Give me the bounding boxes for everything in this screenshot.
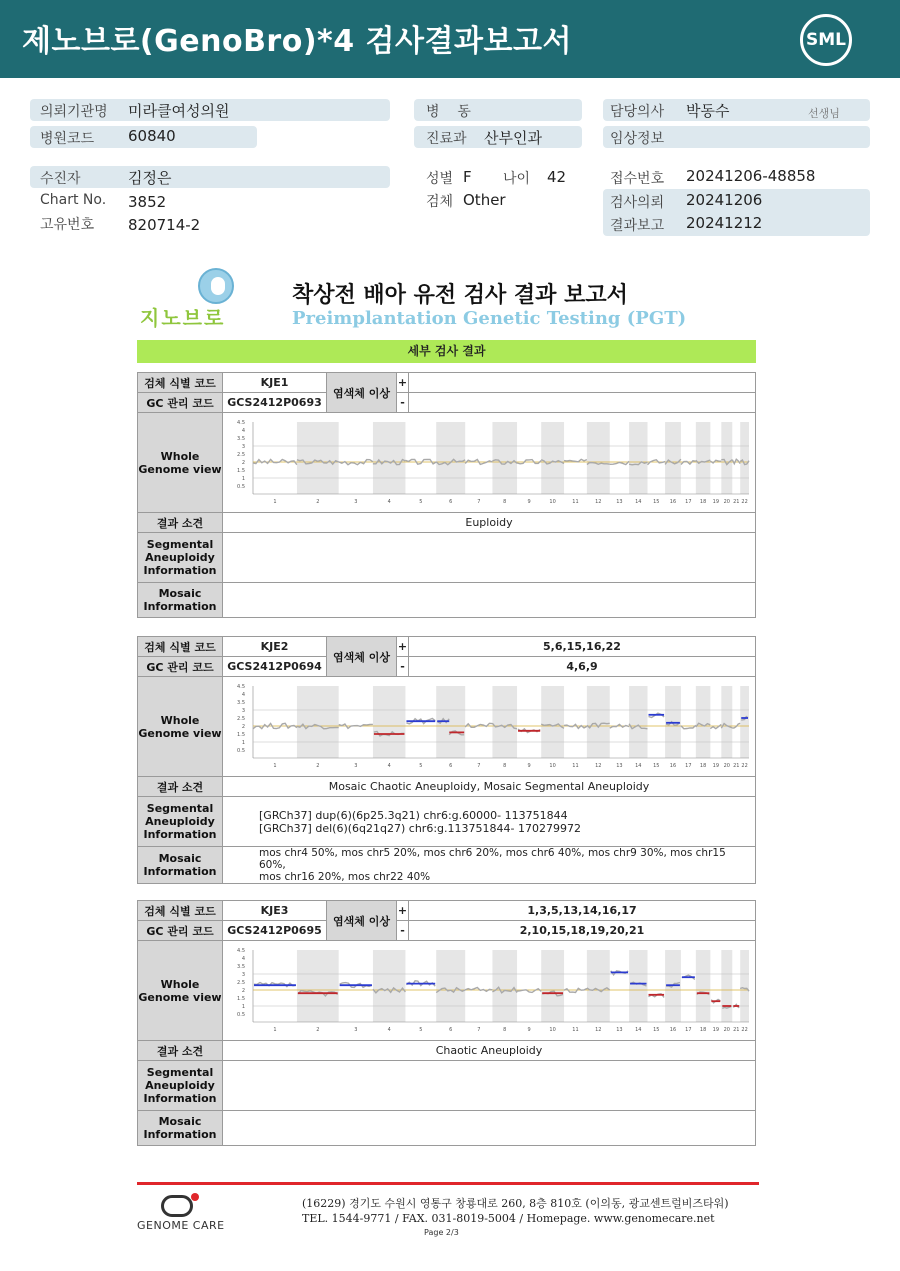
y-tick-label: 0.5 xyxy=(237,1011,245,1018)
dept-label: 진료과 xyxy=(426,131,467,147)
x-tick-label: 4 xyxy=(387,1026,391,1033)
y-tick-label: 3.5 xyxy=(237,435,245,442)
x-tick-label: 11 xyxy=(572,498,579,505)
segmental-label: Segmental Aneuploidy Information xyxy=(138,1061,223,1111)
chart-value: 3852 xyxy=(128,193,167,211)
x-tick-label: 21 xyxy=(733,498,740,505)
chromosome-band xyxy=(696,686,710,758)
gc-code-label: GC 관리 코드 xyxy=(138,921,223,941)
genome-care-logo xyxy=(137,1195,227,1231)
chromosome-band xyxy=(721,686,732,758)
mosaic-label: Mosaic Information xyxy=(138,583,223,618)
chrom-abn-label: 염색체 이상 xyxy=(327,373,397,413)
gain-list xyxy=(409,373,756,393)
chromosome-band xyxy=(541,686,564,758)
x-tick-label: 13 xyxy=(616,1026,623,1033)
x-tick-label: 12 xyxy=(595,762,602,769)
chromosome-band xyxy=(587,686,610,758)
genome-chart-2 xyxy=(223,678,755,776)
report-title: 착상전 배아 유전 검사 결과 보고서 xyxy=(292,283,628,308)
wgv-label: Whole Genome view xyxy=(138,413,223,513)
minus-sign: - xyxy=(397,393,409,413)
gain-list: 1,3,5,13,14,16,17 xyxy=(409,901,756,921)
x-tick-label: 20 xyxy=(723,762,731,769)
mosaic-value xyxy=(223,847,756,884)
copy-number-trace xyxy=(517,988,541,992)
x-tick-label: 16 xyxy=(669,498,677,505)
x-tick-label: 17 xyxy=(685,498,692,505)
doctor-label: 담당의사 xyxy=(610,104,665,120)
mosaic-value xyxy=(223,583,756,618)
x-tick-label: 4 xyxy=(387,498,391,505)
x-tick-label: 12 xyxy=(595,498,602,505)
request-value: 20241206 xyxy=(686,191,763,209)
address-line: (16229) 경기도 수원시 영통구 창룡대로 260, 8층 810호 (이의동, 광교센트럴비즈타워) xyxy=(302,1197,729,1210)
chrom-abn-label: 염색체 이상 xyxy=(327,901,397,941)
x-tick-label: 2 xyxy=(316,498,320,505)
page-title: 제노브로(GenoBro)*4 검사결과보고서 xyxy=(22,24,572,59)
x-tick-label: 5 xyxy=(419,762,423,769)
y-tick-label: 4.5 xyxy=(237,683,245,690)
plus-sign: + xyxy=(397,637,409,657)
copy-number-trace xyxy=(710,724,721,728)
wgv-label: Whole Genome view xyxy=(138,941,223,1041)
sample-id-value: KJE2 xyxy=(223,637,327,657)
x-tick-label: 8 xyxy=(503,762,507,769)
y-tick-label: 2.5 xyxy=(237,979,245,986)
chromosome-band xyxy=(629,686,647,758)
y-tick-label: 1.5 xyxy=(237,731,245,738)
x-tick-label: 15 xyxy=(653,498,660,505)
sml-logo-text: SML xyxy=(806,30,846,50)
segmental-line-2: [GRCh37] del(6)(6q21q27) chr6:g.113751844- 170279972 xyxy=(259,821,581,835)
chromosome-band xyxy=(740,686,749,758)
x-tick-label: 6 xyxy=(449,1026,453,1033)
gc-code-value: GCS2412P0694 xyxy=(223,657,327,677)
y-tick-label: 1 xyxy=(241,1003,245,1010)
y-tick-label: 1.5 xyxy=(237,467,245,474)
chromosome-band xyxy=(665,422,681,494)
finding-label: 결과 소견 xyxy=(138,513,223,533)
chart-label: Chart No. xyxy=(40,192,107,208)
x-tick-label: 1 xyxy=(273,498,277,505)
report-label: 결과보고 xyxy=(610,218,665,234)
x-tick-label: 10 xyxy=(549,498,556,505)
age-label: 나이 xyxy=(503,171,531,187)
request-label: 검사의뢰 xyxy=(610,195,665,211)
x-tick-label: 5 xyxy=(419,498,423,505)
gc-mark-icon xyxy=(161,1195,193,1217)
segmental-label: Segmental Aneuploidy Information xyxy=(138,533,223,583)
x-tick-label: 18 xyxy=(699,1026,707,1033)
footer-address xyxy=(302,1196,729,1226)
chrom-abn-label: 염색체 이상 xyxy=(327,637,397,677)
y-tick-label: 4.5 xyxy=(237,947,245,954)
specimen-label: 검체 xyxy=(426,194,454,210)
x-tick-label: 17 xyxy=(685,762,692,769)
chromosome-band xyxy=(587,950,610,1022)
wgv-label: Whole Genome view xyxy=(138,677,223,777)
sml-logo xyxy=(800,14,852,66)
x-tick-label: 22 xyxy=(741,1026,748,1033)
x-tick-label: 9 xyxy=(527,762,531,769)
unique-label: 고유번호 xyxy=(40,217,95,233)
x-tick-label: 7 xyxy=(477,1026,481,1033)
x-tick-label: 21 xyxy=(733,1026,740,1033)
institution-value: 미라클여성의원 xyxy=(128,102,230,120)
receipt-value: 20241206-48858 xyxy=(686,167,816,185)
segmental-value xyxy=(223,533,756,583)
x-tick-label: 7 xyxy=(477,762,481,769)
plus-sign: + xyxy=(397,901,409,921)
chromosome-band xyxy=(492,950,517,1022)
sex-label: 성별 xyxy=(426,171,454,187)
x-tick-label: 2 xyxy=(316,762,320,769)
copy-number-trace xyxy=(564,459,587,462)
x-tick-label: 20 xyxy=(723,1026,731,1033)
receipt-label: 접수번호 xyxy=(610,171,665,187)
mosaic-line-1: mos chr4 50%, mos chr5 20%, mos chr6 20%, mos chr6 40%, mos chr9 30%, mos chr15 60%, xyxy=(259,847,726,871)
x-tick-label: 14 xyxy=(635,1026,642,1033)
page-number: Page 2/3 xyxy=(424,1228,459,1237)
examinee-value: 김정은 xyxy=(128,169,172,187)
x-tick-label: 14 xyxy=(635,498,642,505)
gc-code-value: GCS2412P0695 xyxy=(223,921,327,941)
y-tick-label: 3.5 xyxy=(237,699,245,706)
chromosome-band xyxy=(436,422,465,494)
doctor-suffix: 선생님 xyxy=(808,107,840,120)
x-tick-label: 13 xyxy=(616,498,623,505)
sex-value: F xyxy=(463,168,472,186)
y-tick-label: 2 xyxy=(241,723,245,730)
chromosome-band xyxy=(629,422,647,494)
minus-sign: - xyxy=(397,921,409,941)
sample-id-value: KJE1 xyxy=(223,373,327,393)
dna-circle-icon xyxy=(198,268,234,304)
y-tick-label: 2.5 xyxy=(237,715,245,722)
sample-table-1 xyxy=(137,372,756,618)
x-tick-label: 8 xyxy=(503,1026,507,1033)
x-tick-label: 9 xyxy=(527,498,531,505)
genome-chart-3 xyxy=(223,942,755,1040)
x-tick-label: 22 xyxy=(741,762,748,769)
y-tick-label: 4 xyxy=(241,955,245,962)
x-tick-label: 13 xyxy=(616,762,623,769)
x-tick-label: 10 xyxy=(549,762,556,769)
copy-number-trace xyxy=(564,724,587,728)
y-tick-label: 3.5 xyxy=(237,963,245,970)
chromosome-band xyxy=(373,686,406,758)
x-tick-label: 11 xyxy=(572,1026,579,1033)
mosaic-value xyxy=(223,1111,756,1146)
x-tick-label: 22 xyxy=(741,498,748,505)
y-tick-label: 2 xyxy=(241,459,245,466)
sample-id-value: KJE3 xyxy=(223,901,327,921)
genome-chart-1 xyxy=(223,414,755,512)
mosaic-label: Mosaic Information xyxy=(138,1111,223,1146)
y-tick-label: 3 xyxy=(241,707,245,714)
segmental-value xyxy=(223,797,756,847)
loss-list: 4,6,9 xyxy=(409,657,756,677)
x-tick-label: 5 xyxy=(419,1026,423,1033)
x-tick-label: 21 xyxy=(733,762,740,769)
gain-list: 5,6,15,16,22 xyxy=(409,637,756,657)
ward-label: 병 동 xyxy=(426,104,471,120)
chromosome-band xyxy=(436,950,465,1022)
x-tick-label: 6 xyxy=(449,498,453,505)
y-tick-label: 3 xyxy=(241,443,245,450)
x-tick-label: 14 xyxy=(635,762,642,769)
y-tick-label: 1 xyxy=(241,739,245,746)
copy-number-trace xyxy=(564,988,587,992)
chromosome-band xyxy=(373,422,406,494)
genobro-logo xyxy=(140,268,250,328)
finding-value: Euploidy xyxy=(223,513,756,533)
contact-line: TEL. 1544-9771 / FAX. 031-8019-5004 / Homepage. www.genomecare.net xyxy=(302,1212,715,1225)
mosaic-line-2: mos chr16 20%, mos chr22 40% xyxy=(259,871,431,883)
report-value: 20241212 xyxy=(686,214,763,232)
minus-sign: - xyxy=(397,657,409,677)
specimen-value: Other xyxy=(463,191,506,209)
copy-number-trace xyxy=(465,987,492,991)
chromosome-band xyxy=(492,686,517,758)
y-tick-label: 0.5 xyxy=(237,747,245,754)
y-tick-label: 1 xyxy=(241,475,245,482)
x-tick-label: 1 xyxy=(273,1026,277,1033)
x-tick-label: 7 xyxy=(477,498,481,505)
x-tick-label: 16 xyxy=(669,1026,677,1033)
age-value: 42 xyxy=(547,168,567,186)
chromosome-band xyxy=(297,422,339,494)
y-tick-label: 1.5 xyxy=(237,995,245,1002)
examinee-row xyxy=(30,166,390,188)
x-tick-label: 16 xyxy=(669,762,677,769)
y-tick-label: 0.5 xyxy=(237,483,245,490)
chromosome-band xyxy=(373,950,406,1022)
chromosome-band xyxy=(587,422,610,494)
finding-value: Mosaic Chaotic Aneuploidy, Mosaic Segmental Aneuploidy xyxy=(223,777,756,797)
plus-sign: + xyxy=(397,373,409,393)
sample-id-label: 검체 식별 코드 xyxy=(138,637,223,657)
y-tick-label: 4.5 xyxy=(237,419,245,426)
chromosome-band xyxy=(297,686,339,758)
y-tick-label: 4 xyxy=(241,691,245,698)
y-tick-label: 3 xyxy=(241,971,245,978)
copy-number-trace xyxy=(732,459,740,464)
x-tick-label: 19 xyxy=(712,1026,720,1033)
sample-table-3 xyxy=(137,900,756,1146)
genobro-brand: 지노브로 xyxy=(140,306,226,330)
x-tick-label: 4 xyxy=(387,762,391,769)
chromosome-band xyxy=(696,950,710,1022)
x-tick-label: 15 xyxy=(653,762,660,769)
x-tick-label: 1 xyxy=(273,762,277,769)
finding-label: 결과 소견 xyxy=(138,1041,223,1061)
copy-number-trace xyxy=(681,460,696,464)
x-tick-label: 6 xyxy=(449,762,453,769)
x-tick-label: 10 xyxy=(549,1026,556,1033)
chromosome-band xyxy=(721,950,732,1022)
chromosome-band xyxy=(541,422,564,494)
x-tick-label: 3 xyxy=(354,1026,358,1033)
copy-number-trace xyxy=(465,723,492,727)
x-tick-label: 8 xyxy=(503,498,507,505)
x-tick-label: 19 xyxy=(712,498,720,505)
gc-code-value: GCS2412P0693 xyxy=(223,393,327,413)
gc-code-label: GC 관리 코드 xyxy=(138,393,223,413)
genome-chart-cell xyxy=(223,413,756,513)
chromosome-band xyxy=(740,422,749,494)
sample-id-label: 검체 식별 코드 xyxy=(138,901,223,921)
x-tick-label: 18 xyxy=(699,498,707,505)
hospital-code-label: 병원코드 xyxy=(40,131,95,147)
sample-id-label: 검체 식별 코드 xyxy=(138,373,223,393)
x-tick-label: 3 xyxy=(354,762,358,769)
x-tick-label: 3 xyxy=(354,498,358,505)
y-tick-label: 2 xyxy=(241,987,245,994)
x-tick-label: 19 xyxy=(712,762,720,769)
dept-value: 산부인과 xyxy=(484,129,542,147)
gc-code-label: GC 관리 코드 xyxy=(138,657,223,677)
gc-dot-icon xyxy=(191,1193,199,1201)
unique-value: 820714-2 xyxy=(128,216,201,234)
institution-label: 의뢰기관명 xyxy=(40,104,108,120)
clinical-label: 임상정보 xyxy=(610,131,665,147)
report-subtitle: Preimplantation Genetic Testing (PGT) xyxy=(292,308,687,329)
loss-list: 2,10,15,18,19,20,21 xyxy=(409,921,756,941)
genome-chart-cell xyxy=(223,941,756,1041)
segmental-value xyxy=(223,1061,756,1111)
x-tick-label: 9 xyxy=(527,1026,531,1033)
company-name: GENOME CARE xyxy=(137,1219,225,1232)
chromosome-band xyxy=(740,950,749,1022)
loss-list xyxy=(409,393,756,413)
genome-chart-cell xyxy=(223,677,756,777)
x-tick-label: 20 xyxy=(723,498,731,505)
chromosome-band xyxy=(721,422,732,494)
doctor-value: 박동수 xyxy=(686,102,730,120)
x-tick-label: 12 xyxy=(595,1026,602,1033)
y-tick-label: 4 xyxy=(241,427,245,434)
chromosome-band xyxy=(297,950,339,1022)
mosaic-label: Mosaic Information xyxy=(138,847,223,884)
y-tick-label: 2.5 xyxy=(237,451,245,458)
finding-label: 결과 소견 xyxy=(138,777,223,797)
chromosome-band xyxy=(541,950,564,1022)
segmental-label: Segmental Aneuploidy Information xyxy=(138,797,223,847)
examinee-label: 수진자 xyxy=(40,171,81,187)
x-tick-label: 2 xyxy=(316,1026,320,1033)
sample-table-2 xyxy=(137,636,756,884)
section-title: 세부 검사 결과 xyxy=(137,340,756,363)
footer-divider xyxy=(137,1182,759,1185)
finding-value: Chaotic Aneuploidy xyxy=(223,1041,756,1061)
hospital-code-value: 60840 xyxy=(128,127,176,145)
x-tick-label: 17 xyxy=(685,1026,692,1033)
chromosome-band xyxy=(696,422,710,494)
x-tick-label: 11 xyxy=(572,762,579,769)
segmental-line-1: [GRCh37] dup(6)(6p25.3q21) chr6:g.60000- 113751844 xyxy=(259,808,568,822)
chromosome-band xyxy=(492,422,517,494)
x-tick-label: 15 xyxy=(653,1026,660,1033)
header-bar xyxy=(0,0,900,78)
x-tick-label: 18 xyxy=(699,762,707,769)
